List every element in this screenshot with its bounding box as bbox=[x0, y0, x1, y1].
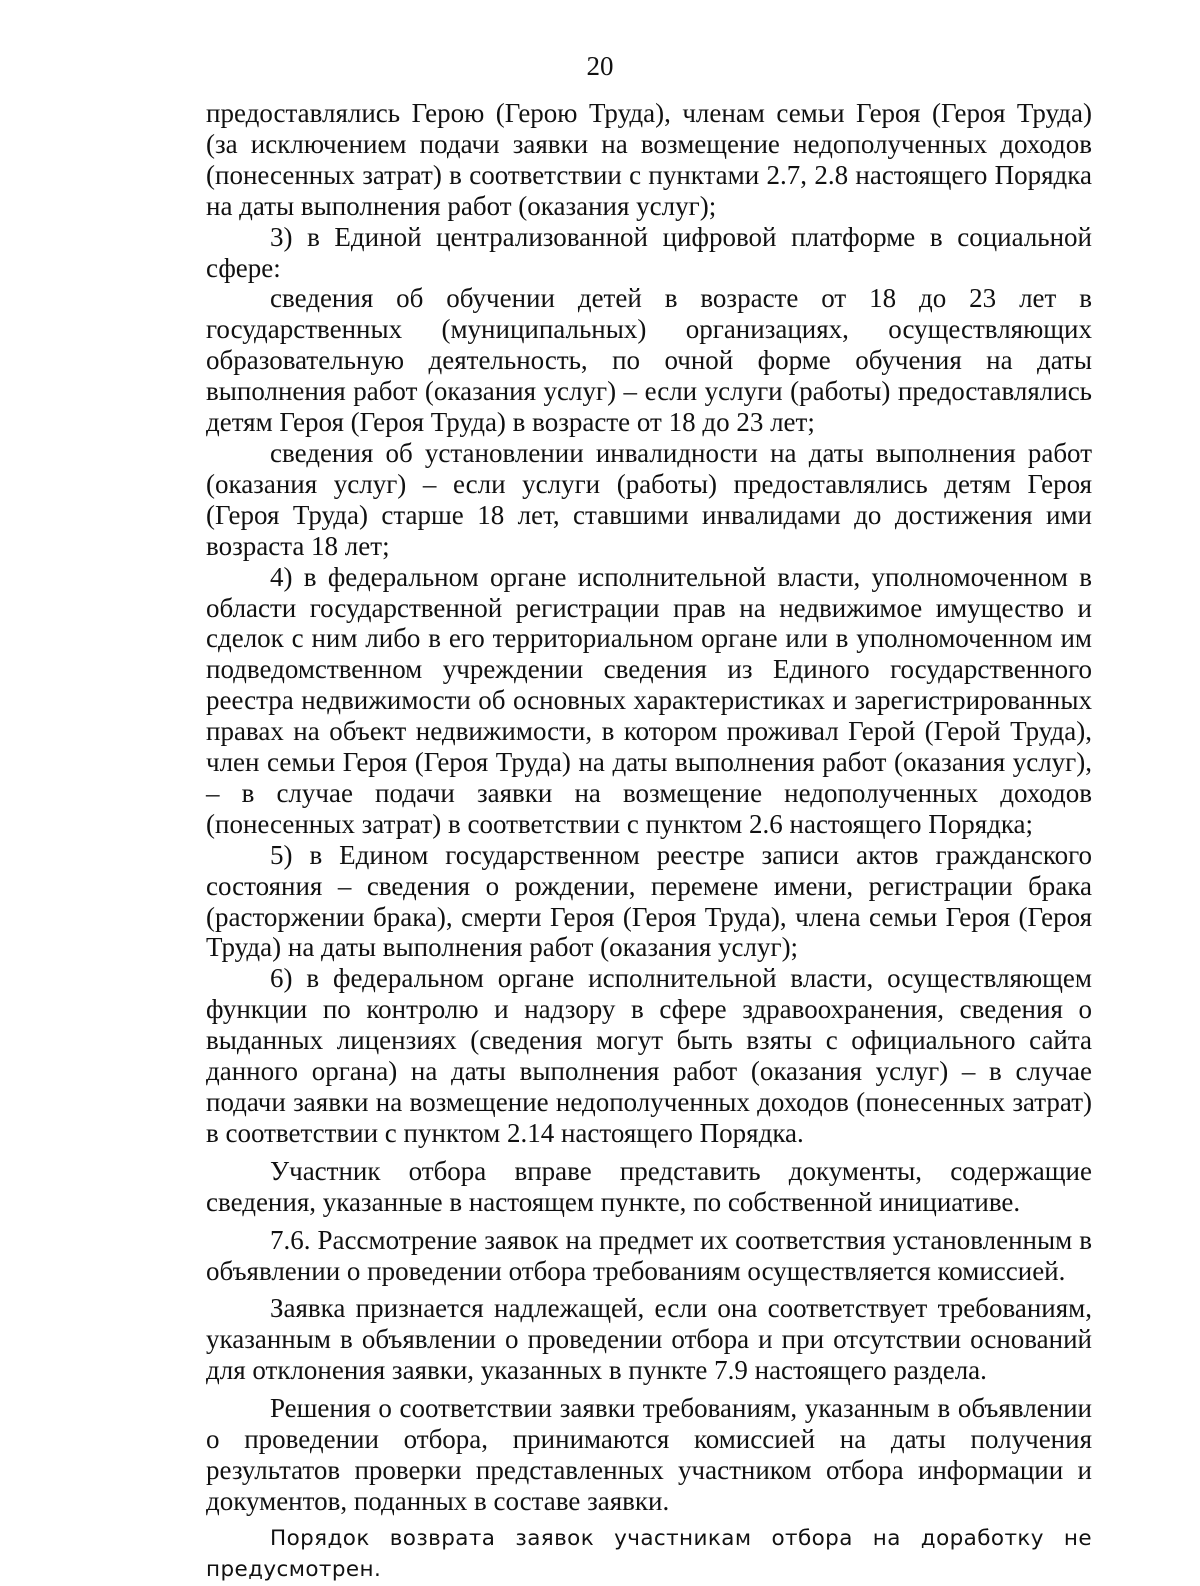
paragraph: 7.6. Рассмотрение заявок на предмет их соответствия установленным в объявлении о проведении отбора требованиям осуществляется комиссией. bbox=[206, 1224, 1092, 1286]
paragraph: 3) в Единой централизованной цифровой платформе в социальной сфере: bbox=[206, 221, 1092, 283]
paragraph: 5) в Едином государственном реестре записи актов гражданского состояния – сведения о рождении, перемене имени, регистрации брака (расторжении брака), смерти Героя (Героя Труда), члена семьи Героя (Героя Труда) на даты выполнения работ (оказания услуг); bbox=[206, 839, 1092, 963]
paragraph: 6) в федеральном органе исполнительной власти, осуществляющем функции по контролю и надзору в сфере здравоохранения, сведения о выданных лицензиях (сведения могут быть взяты с официального сайта данного органа) на даты выполнения работ (оказания услуг) – в случае подачи заявки на возмещение недополученных доходов (понесенных затрат) в соответствии с пунктом 2.14 настоящего Порядка. bbox=[206, 963, 1092, 1148]
paragraph: Участник отбора вправе представить документы, содержащие сведения, указанные в настоящем пункте, по собственной инициативе. bbox=[206, 1155, 1092, 1217]
paragraph: Решения о соответствии заявки требованиям, указанным в объявлении о проведении отбора, принимаются комиссией на даты получения результатов проверки представленных участником отбора информации и документов, поданных в составе заявки. bbox=[206, 1393, 1092, 1516]
paragraph: Заявка признается надлежащей, если она соответствует требованиям, указанным в объявлении о проведении отбора и при отсутствии оснований для отклонения заявки, указанных в пункте 7.9 настоящего раздела. bbox=[206, 1293, 1092, 1386]
paragraph: 4) в федеральном органе исполнительной власти, уполномоченном в области государственной регистрации прав на недвижимое имущество и сделок с ним либо в его территориальном органе или в уполномоченном им подведомственном учреждении сведения из Единого государственного реестра недвижимости об основных характеристиках и зарегистрированных правах на объект недвижимости, в котором проживал Герой (Герой Труда), член семьи Героя (Героя Труда) на даты выполнения работ (оказания услуг), – в случае подачи заявки на возмещение недополученных доходов (понесенных затрат) в соответствии с пунктом 2.6 настоящего Порядка; bbox=[206, 561, 1092, 839]
paragraph: сведения об обучении детей в возрасте от 18 до 23 лет в государственных (муниципальных) организациях, осуществляющих образовательную деятельность, по очной форме обучения на даты выполнения работ (оказания услуг) – если услуги (работы) предоставлялись детям Героя (Героя Труда) в возрасте от 18 до 23 лет; bbox=[206, 283, 1092, 438]
document-body bbox=[206, 98, 1092, 1586]
paragraph: сведения об установлении инвалидности на даты выполнения работ (оказания услуг) – если услуги (работы) предоставлялись детям Героя (Героя Труда) старше 18 лет, ставшими инвалидами до достижения ими возраста 18 лет; bbox=[206, 437, 1092, 561]
page-number: 20 bbox=[586, 51, 614, 81]
paragraph: предоставлялись Герою (Герою Труда), членам семьи Героя (Героя Труда) (за исключением подачи заявки на возмещение недополученных доходов (понесенных затрат) в соответствии с пунктами 2.7, 2.8 настоящего Порядка на даты выполнения работ (оказания услуг); bbox=[206, 98, 1092, 221]
paragraph: Порядок возврата заявок участникам отбора на доработку не предусмотрен. bbox=[206, 1525, 1092, 1582]
